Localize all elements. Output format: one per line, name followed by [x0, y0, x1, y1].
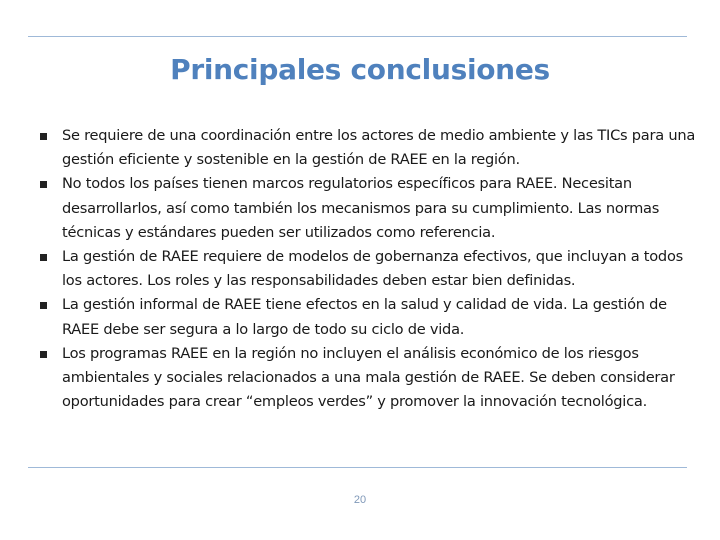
list-item [36, 172, 696, 245]
list-item-text: No todos los países tienen marcos regulatorios específicos para RAEE. Necesitan desarrollarlos, así como también los mecanismos para su cumplimiento. Las normas técnicas y estándares pueden ser utilizados como referencia. [62, 175, 660, 241]
list-item [36, 245, 696, 293]
conclusions-list [36, 124, 696, 414]
bottom-divider [28, 467, 687, 468]
square-bullet-icon [40, 302, 47, 309]
list-item-text: La gestión informal de RAEE tiene efectos en la salud y calidad de vida. La gestión de RAEE debe ser segura a lo largo de todo su ciclo de vida. [62, 296, 667, 338]
list-item [36, 342, 696, 415]
list-item-text: Los programas RAEE en la región no incluyen el análisis económico de los riesgos ambientales y sociales relacionados a una mala gestión de RAEE. Se deben considerar oportunidades para crear “empleos verdes” y promover la innovación tecnológica. [62, 344, 675, 411]
square-bullet-icon [40, 351, 47, 358]
list-item [36, 293, 696, 341]
square-bullet-icon [40, 254, 47, 261]
list-item-text: Se requiere de una coordinación entre los actores de medio ambiente y las TICs para una gestión eficiente y sostenible en la gestión de RAEE en la región. [62, 127, 696, 169]
top-divider [28, 36, 687, 37]
square-bullet-icon [40, 133, 47, 140]
page-number: 20 [353, 494, 367, 506]
slide-title: Principales conclusiones [170, 53, 550, 86]
list-item [36, 124, 696, 172]
square-bullet-icon [40, 181, 47, 188]
list-item-text: La gestión de RAEE requiere de modelos de gobernanza efectivos, que incluyan a todos los actores. Los roles y las responsabilidades deben estar bien definidas. [62, 248, 683, 290]
